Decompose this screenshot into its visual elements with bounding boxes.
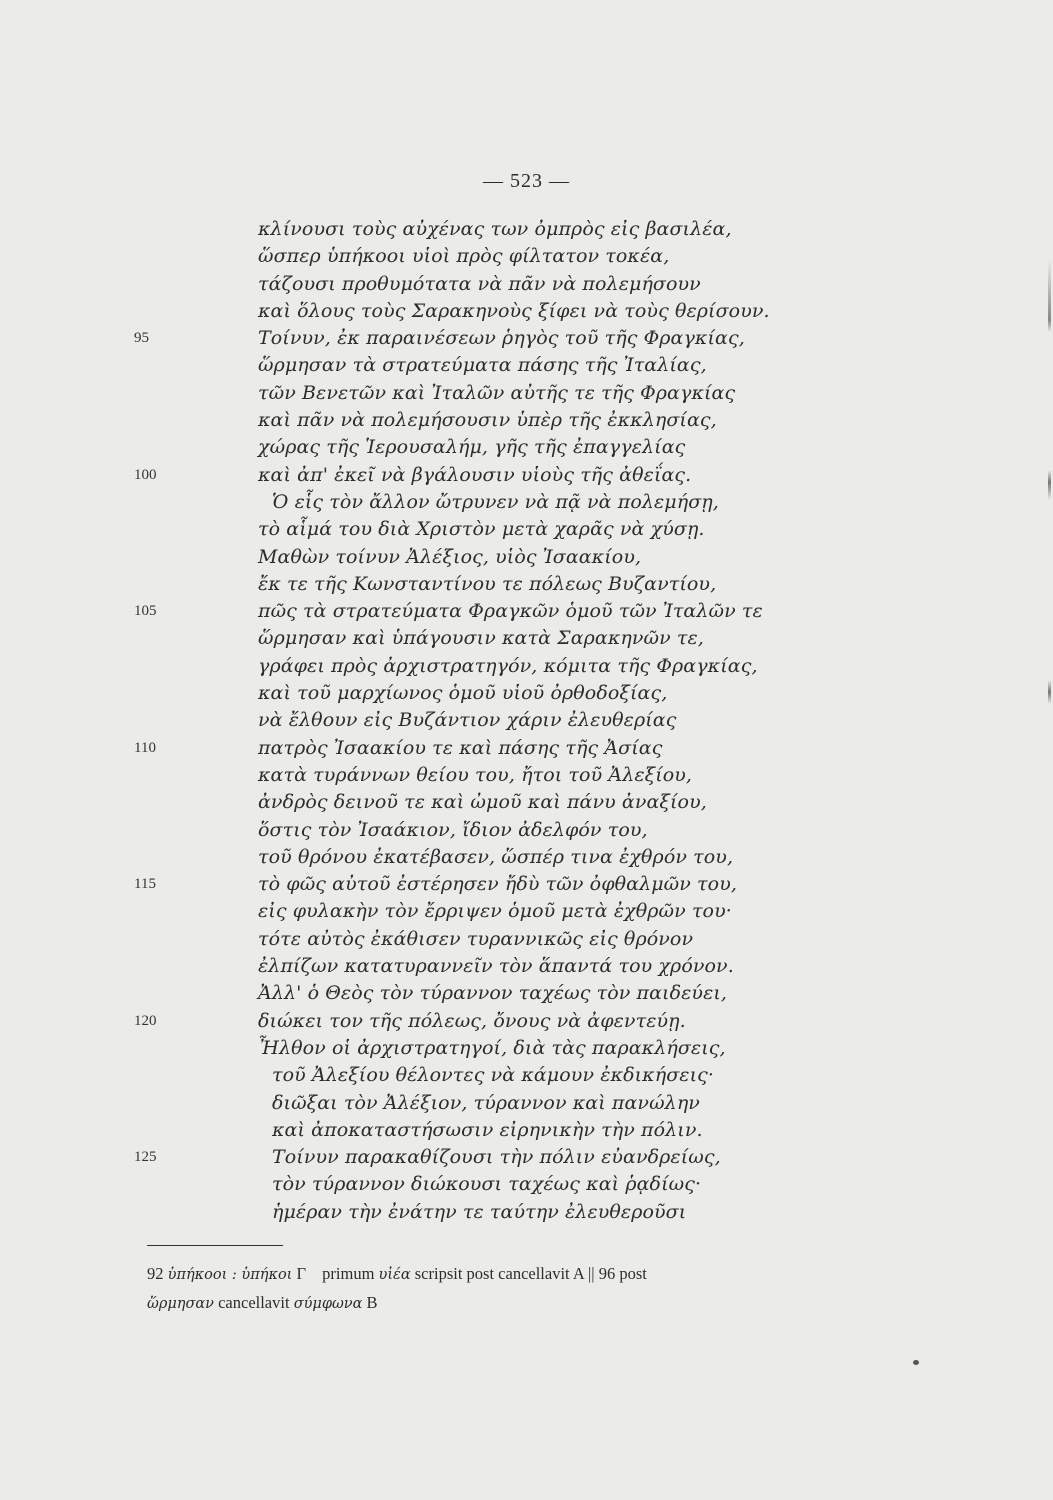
verse-line xyxy=(0,216,1053,243)
verse-text: τῶν Βενετῶν καὶ Ἰταλῶν αὐτῆς τε τῆς Φραγκίας xyxy=(258,381,736,404)
verse-line xyxy=(0,707,1053,734)
verse-line xyxy=(0,980,1053,1007)
scan-edge-marks xyxy=(1048,260,1051,860)
verse-line xyxy=(0,516,1053,543)
footnote-greek-word: υἱέα xyxy=(378,1267,411,1283)
critical-apparatus xyxy=(147,1260,867,1318)
verse-line xyxy=(0,1062,1053,1089)
verse-line xyxy=(0,680,1053,707)
verse-line xyxy=(0,871,1053,898)
verse-text: τάζουσι προθυμότατα νὰ πᾶν νὰ πολεμήσουν xyxy=(258,272,701,295)
verse-text: ἔκ τε τῆς Κωνσταντίνου τε πόλεως Βυζαντίου, xyxy=(258,572,717,595)
verse-text: Μαθὼν τοίνυν Ἀλέξιος, υἱὸς Ἰσαακίου, xyxy=(258,545,642,568)
verse-number: 120 xyxy=(134,1012,157,1029)
page-number: — 523 — xyxy=(483,170,570,192)
verse-text: ἀνδρὸς δεινοῦ τε καὶ ὠμοῦ καὶ πάνυ ἀναξίου, xyxy=(258,791,707,814)
verse-line xyxy=(0,407,1053,434)
verse-text: καὶ ἀποκαταστήσωσιν εἰρηνικὴν τὴν πόλιν. xyxy=(272,1118,703,1141)
verse-text: διώκει τον τῆς πόλεως, ὄνους νὰ ἀφεντεύῃ. xyxy=(258,1009,686,1032)
verse-text: Τοίνυν παρακαθίζουσι τὴν πόλιν εὐανδρείως, xyxy=(272,1146,721,1169)
verse-line xyxy=(0,298,1053,325)
verse-line xyxy=(0,598,1053,625)
footnote-line-2 xyxy=(147,1289,867,1318)
verse-line xyxy=(0,926,1053,953)
verse-line xyxy=(0,1199,1053,1226)
verse-line xyxy=(0,489,1053,516)
footnote-greek-word: σύμφωνα xyxy=(293,1296,363,1312)
verse-number: 95 xyxy=(134,330,149,347)
verse-line xyxy=(0,352,1053,379)
verse-text: ὥρμησαν καὶ ὑπάγουσιν κατὰ Σαρακηνῶν τε, xyxy=(258,627,704,650)
poem-text xyxy=(0,216,1053,1226)
verse-text: ἡμέραν τὴν ἐνάτην τε ταύτην ἐλευθεροῦσι xyxy=(272,1200,687,1223)
verse-text: Ἀλλ' ὁ Θεὸς τὸν τύραννον ταχέως τὸν παιδεύει, xyxy=(258,982,728,1005)
verse-line xyxy=(0,953,1053,980)
verse-line xyxy=(0,1171,1053,1198)
verse-line xyxy=(0,653,1053,680)
verse-text: ὅστις τὸν Ἰσαάκιον, ἴδιον ἀδελφόν του, xyxy=(258,818,648,841)
verse-text: τὸ αἷμά του διὰ Χριστὸν μετὰ χαρᾶς νὰ χύσῃ. xyxy=(258,518,705,541)
verse-number: 105 xyxy=(134,603,157,620)
footnote-verse-ref: 92 xyxy=(147,1264,164,1283)
footnote-greek-word: ὥρμησαν xyxy=(147,1296,214,1312)
verse-text: ἐλπίζων κατατυραννεῖν τὸν ἅπαντά του χρόνον. xyxy=(258,955,734,978)
verse-text: κλίνουσι τοὺς αὐχένας των ὀμπρὸς εἰς βασιλέα, xyxy=(258,218,732,240)
verse-text: Ὁ εἷς τὸν ἄλλον ὤτρυνεν νὰ πᾷ νὰ πολεμήσῃ, xyxy=(272,490,719,513)
verse-line xyxy=(0,1117,1053,1144)
verse-text: κατὰ τυράννων θείου του, ἤτοι τοῦ Ἀλεξίου, xyxy=(258,763,693,786)
verse-text: τοῦ θρόνου ἐκατέβασεν, ὥσπέρ τινα ἐχθρόν του, xyxy=(258,845,734,868)
verse-text: Ἦλθον οἱ ἀρχιστρατηγοί, διὰ τὰς παρακλήσεις, xyxy=(258,1036,726,1059)
verse-number: 110 xyxy=(134,739,156,756)
footnote-text: scripsit post cancellavit A || 96 post xyxy=(414,1264,647,1283)
verse-text: Τοίνυν, ἐκ παραινέσεων ῥηγὸς τοῦ τῆς Φραγκίας, xyxy=(258,327,745,350)
verse-line xyxy=(0,462,1053,489)
verse-line xyxy=(0,571,1053,598)
verse-text: ὥρμησαν τὰ στρατεύματα πάσης τῆς Ἰταλίας, xyxy=(258,354,707,377)
verse-text: καὶ πᾶν νὰ πολεμήσουσιν ὑπὲρ τῆς ἐκκλησίας, xyxy=(258,409,717,432)
verse-text: καὶ ἀπ' ἐκεῖ νὰ βγάλουσιν υἱοὺς τῆς ἀθεΐας. xyxy=(258,463,692,486)
verse-text: τὸν τύραννον διώκουσι ταχέως καὶ ῥᾳδίως· xyxy=(272,1173,702,1196)
verse-text: διῶξαι τὸν Ἀλέξιον, τύραννον καὶ πανώλην xyxy=(272,1091,700,1114)
footnote-divider xyxy=(147,1245,283,1246)
verse-line xyxy=(0,1035,1053,1062)
verse-number: 115 xyxy=(134,876,156,893)
verse-line xyxy=(0,380,1053,407)
verse-line xyxy=(0,271,1053,298)
verse-text: γράφει πρὸς ἀρχιστρατηγόν, κόμιτα τῆς Φραγκίας, xyxy=(258,654,758,677)
footnote-text: cancellavit xyxy=(218,1293,290,1312)
verse-text: καὶ τοῦ μαρχίωνος ὁμοῦ υἱοῦ ὀρθοδοξίας, xyxy=(258,682,668,705)
verse-line xyxy=(0,434,1053,461)
verse-line xyxy=(0,325,1053,352)
verse-number: 125 xyxy=(134,1149,157,1166)
footnote-line-1 xyxy=(147,1260,867,1289)
verse-line xyxy=(0,1090,1053,1117)
footnote-text: primum xyxy=(322,1264,375,1283)
verse-line xyxy=(0,789,1053,816)
footnote-siglum: Γ xyxy=(296,1264,307,1283)
footnote-lemma: ὑπήκοοι : ὑπήκοι xyxy=(167,1267,293,1283)
verse-text: ὥσπερ ὑπήκοοι υἱοὶ πρὸς φίλτατον τοκέα, xyxy=(258,245,670,268)
verse-line xyxy=(0,1008,1053,1035)
footnote-siglum: B xyxy=(366,1293,378,1312)
verse-text: καὶ ὅλους τοὺς Σαρακηνοὺς ξίφει νὰ τοὺς θερίσουν. xyxy=(258,299,770,322)
verse-text: χώρας τῆς Ἱερουσαλήμ, γῆς τῆς ἐπαγγελίας xyxy=(258,436,686,459)
verse-text: πῶς τὰ στρατεύματα Φραγκῶν ὁμοῦ τῶν Ἰταλῶν τε xyxy=(258,600,763,623)
verse-text: τὸ φῶς αὐτοῦ ἐστέρησεν ἤδὺ τῶν ὀφθαλμῶν του, xyxy=(258,873,738,896)
verse-line xyxy=(0,898,1053,925)
verse-line xyxy=(0,844,1053,871)
verse-line xyxy=(0,735,1053,762)
verse-line xyxy=(0,1144,1053,1171)
verse-line xyxy=(0,817,1053,844)
verse-text: νὰ ἔλθουν εἰς Βυζάντιον χάριν ἐλευθερίας xyxy=(258,709,677,732)
verse-text: τοῦ Ἀλεξίου θέλοντες νὰ κάμουν ἐκδικήσεις· xyxy=(272,1064,715,1087)
verse-number: 100 xyxy=(134,466,157,483)
verse-line xyxy=(0,762,1053,789)
verse-line xyxy=(0,625,1053,652)
verse-line xyxy=(0,544,1053,571)
verse-text: πατρὸς Ἰσαακίου τε καὶ πάσης τῆς Ἀσίας xyxy=(258,736,663,759)
verse-line xyxy=(0,243,1053,270)
ink-smudge xyxy=(913,1360,919,1365)
verse-text: τότε αὐτὸς ἐκάθισεν τυραννικῶς εἰς θρόνον xyxy=(258,927,694,950)
verse-text: εἰς φυλακὴν τὸν ἔρριψεν ὁμοῦ μετὰ ἐχθρῶν του· xyxy=(258,900,732,923)
